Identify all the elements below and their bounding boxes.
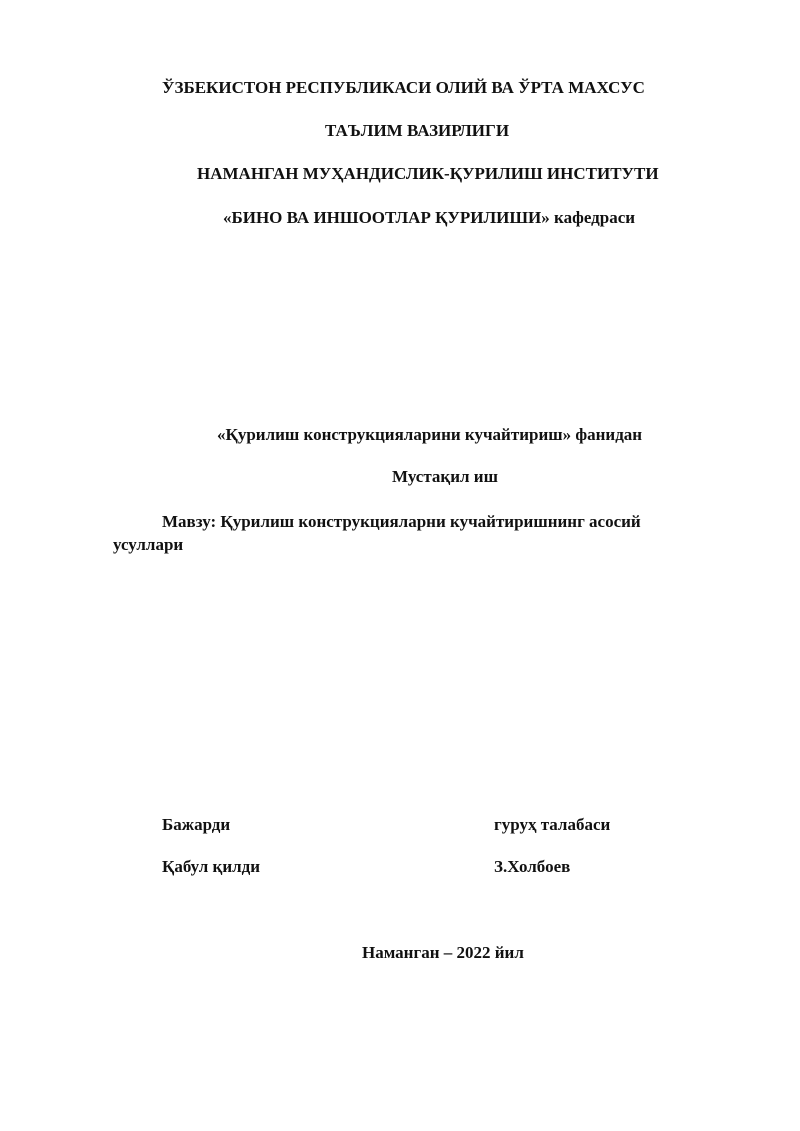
performed-label: Бажарди: [162, 815, 231, 834]
performed-value: гуруҳ талабаси: [494, 815, 611, 834]
department-title: «БИНО ВА ИНШООТЛАР ҚУРИЛИШИ» кафедраси: [223, 208, 636, 227]
accepted-value: З.Холбоев: [494, 857, 571, 876]
work-type: Мустақил иш: [392, 467, 498, 486]
place-year: Наманган – 2022 йил: [362, 943, 524, 962]
topic-line-2: усуллари: [113, 535, 184, 554]
institute-title: НАМАНГАН МУҲАНДИСЛИК-ҚУРИЛИШ ИНСТИТУТИ: [197, 164, 659, 183]
topic-line-1: Мавзу: Қурилиш конструкцияларни кучайтиришнинг асосий: [162, 512, 641, 531]
ministry-title-line-2: ТАЪЛИМ ВАЗИРЛИГИ: [325, 121, 510, 140]
subject-line: «Қурилиш конструкцияларини кучайтириш» фанидан: [217, 425, 643, 444]
accepted-label: Қабул қилди: [162, 857, 261, 876]
ministry-title-line-1: ЎЗБЕКИСТОН РЕСПУБЛИКАСИ ОЛИЙ ВА ЎРТА МАХСУС: [162, 78, 645, 97]
